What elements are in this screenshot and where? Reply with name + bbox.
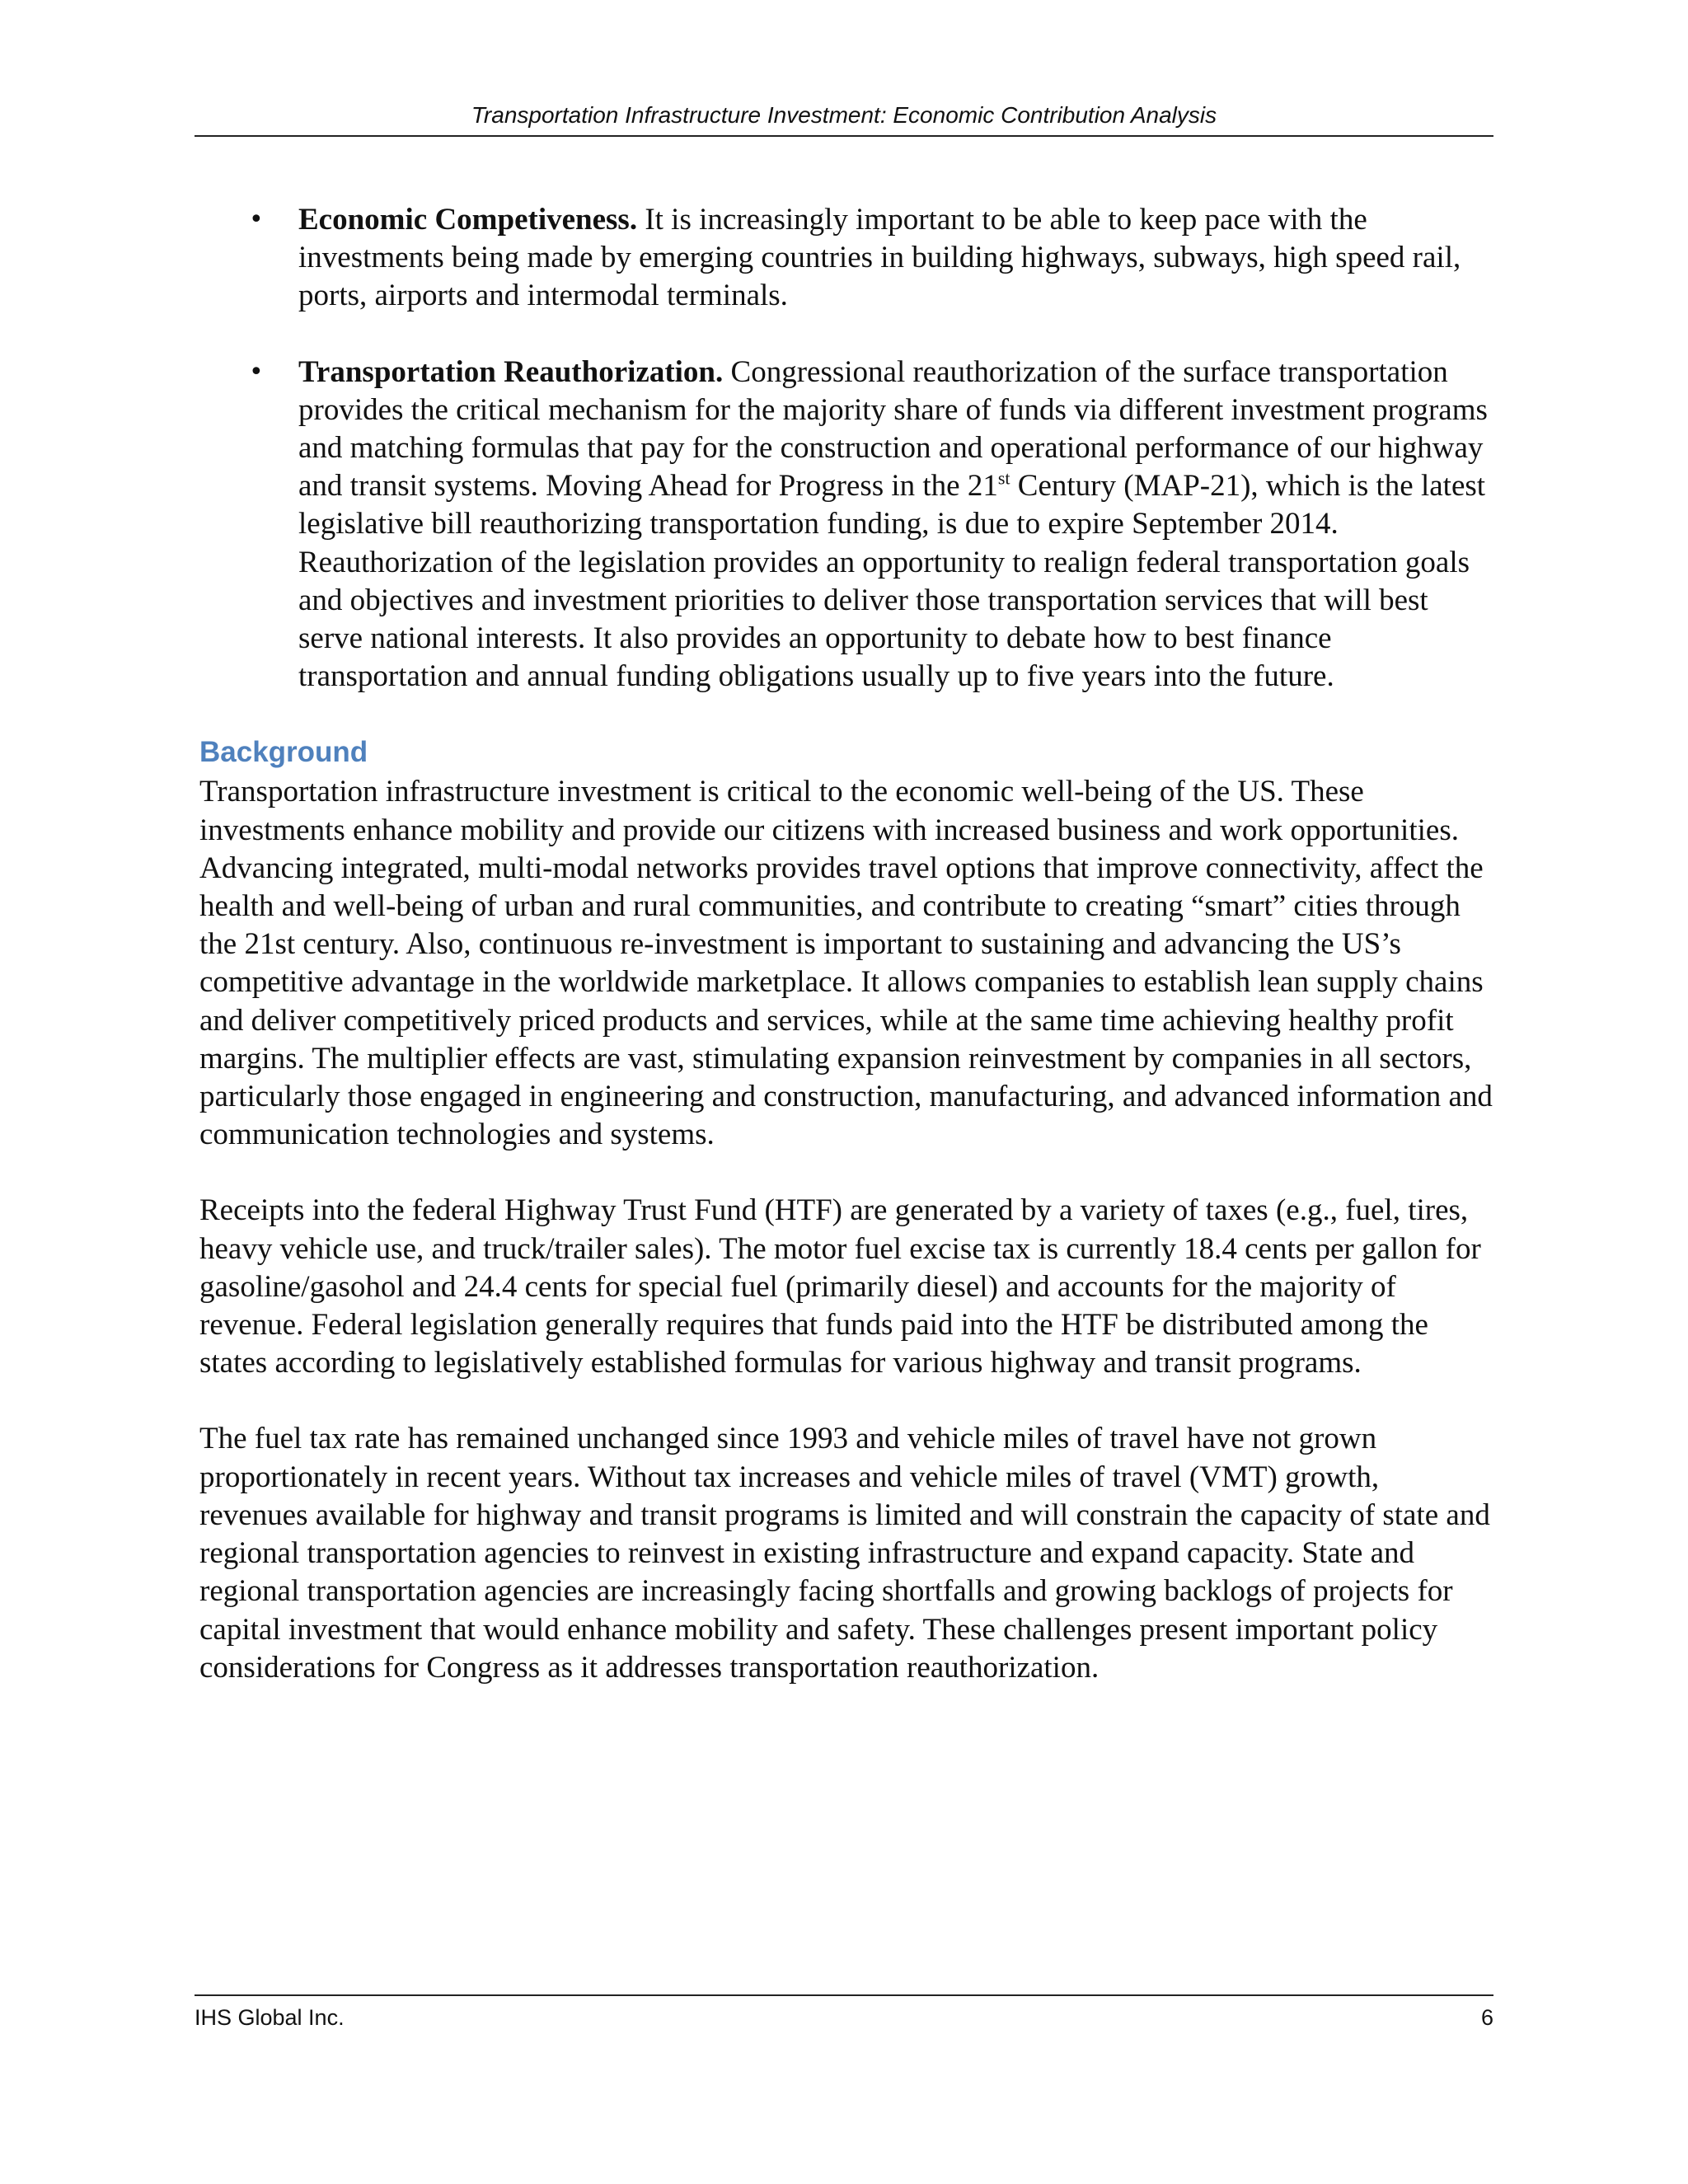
bullet-item-economic-competitiveness	[199, 201, 1493, 316]
paragraph: Transportation infrastructure investment is critical to the economic well-being of the US. These investments enhance mobility and provide our citizens with increased business and work opportunities. Advancing integrated, multi-modal networks provides travel options that improve connectivity, affect the health and well-being of urban and rural communities, and contribute to creating “smart” cities through the 21st century. Also, continuous re-investment is important to sustaining and advancing the US’s competitive advantage in the worldwide marketplace. It allows companies to establish lean supply chains and deliver competitively priced products and services, while at the same time achieving healthy profit margins. The multiplier effects are vast, stimulating expansion reinvestment by companies in all sectors, particularly those engaged in engineering and construction, manufacturing, and advanced information and communication technologies and systems.	[199, 775, 1493, 1152]
page-number: 6	[1480, 2005, 1493, 2030]
footer-divider	[195, 1994, 1493, 1996]
bullet-term: Economic Competiveness.	[298, 203, 638, 237]
bullet-text: Congressional reauthorization of the surface transportation provides the critical mechanism for the majority share of funds via different investment programs and matching formulas that pay for the construction and operational performance of our highway and transit systems. Moving Ahead for Progress in the 21	[298, 354, 1488, 504]
page-header-title: Transportation Infrastructure Investment: Economic Contribution Analysis	[471, 102, 1217, 128]
bullet-text-continued: Century (MAP-21), which is the latest legislative bill reauthorizing transportation funding, is due to expire September 2014. Reauthorization of the legislation provides an opportunity to realign federal transportation goals and objectives and investment priorities to deliver those transportation services that will best serve national interests. It also provides an opportunity to debate how to best finance transportation and annual funding obligations usually up to five years into the future.	[298, 469, 1486, 694]
bullet-text: It is increasingly important to be able to keep pace with the investments being made by emerging countries in building highways, subways, high speed rail, ports, airports and intermodal terminals.	[298, 203, 1461, 313]
ordinal-superscript: st	[997, 467, 1010, 489]
bullet-term: Transportation Reauthorization.	[298, 354, 724, 389]
bullet-item-transportation-reauthorization	[199, 354, 1493, 696]
paragraph: The fuel tax rate has remained unchanged since 1993 and vehicle miles of travel have not grown proportionately in recent years. Without tax increases and vehicle miles of travel (VMT) growth, revenues available for highway and transit programs is limited and will constrain the capacity of state and regional transportation agencies to reinvest in existing infrastructure and expand capacity. State and regional transportation agencies are increasingly facing shortfalls and growing backlogs of projects for capital investment that would enhance mobility and safety. These challenges present important policy considerations for Congress as it addresses transportation reauthorization.	[199, 1422, 1490, 1685]
footer-company: IHS Global Inc.	[195, 2005, 345, 2030]
section-heading-background: Background	[199, 736, 368, 769]
header-divider	[195, 135, 1493, 137]
bullet-icon: •	[249, 357, 264, 387]
document-body	[199, 201, 1493, 1725]
paragraph: Receipts into the federal Highway Trust Fund (HTF) are generated by a variety of taxes (e.g., fuel, tires, heavy vehicle use, and truck/trailer sales). The motor fuel excise tax is currently 18.4 cents per gallon for gasoline/gasohol and 24.4 cents for special fuel (primarily diesel) and accounts for the majority of revenue. Federal legislation generally requires that funds paid into the HTF be distributed among the states according to legislatively established formulas for various highway and transit programs.	[199, 1193, 1481, 1380]
bullet-icon: •	[249, 205, 264, 234]
